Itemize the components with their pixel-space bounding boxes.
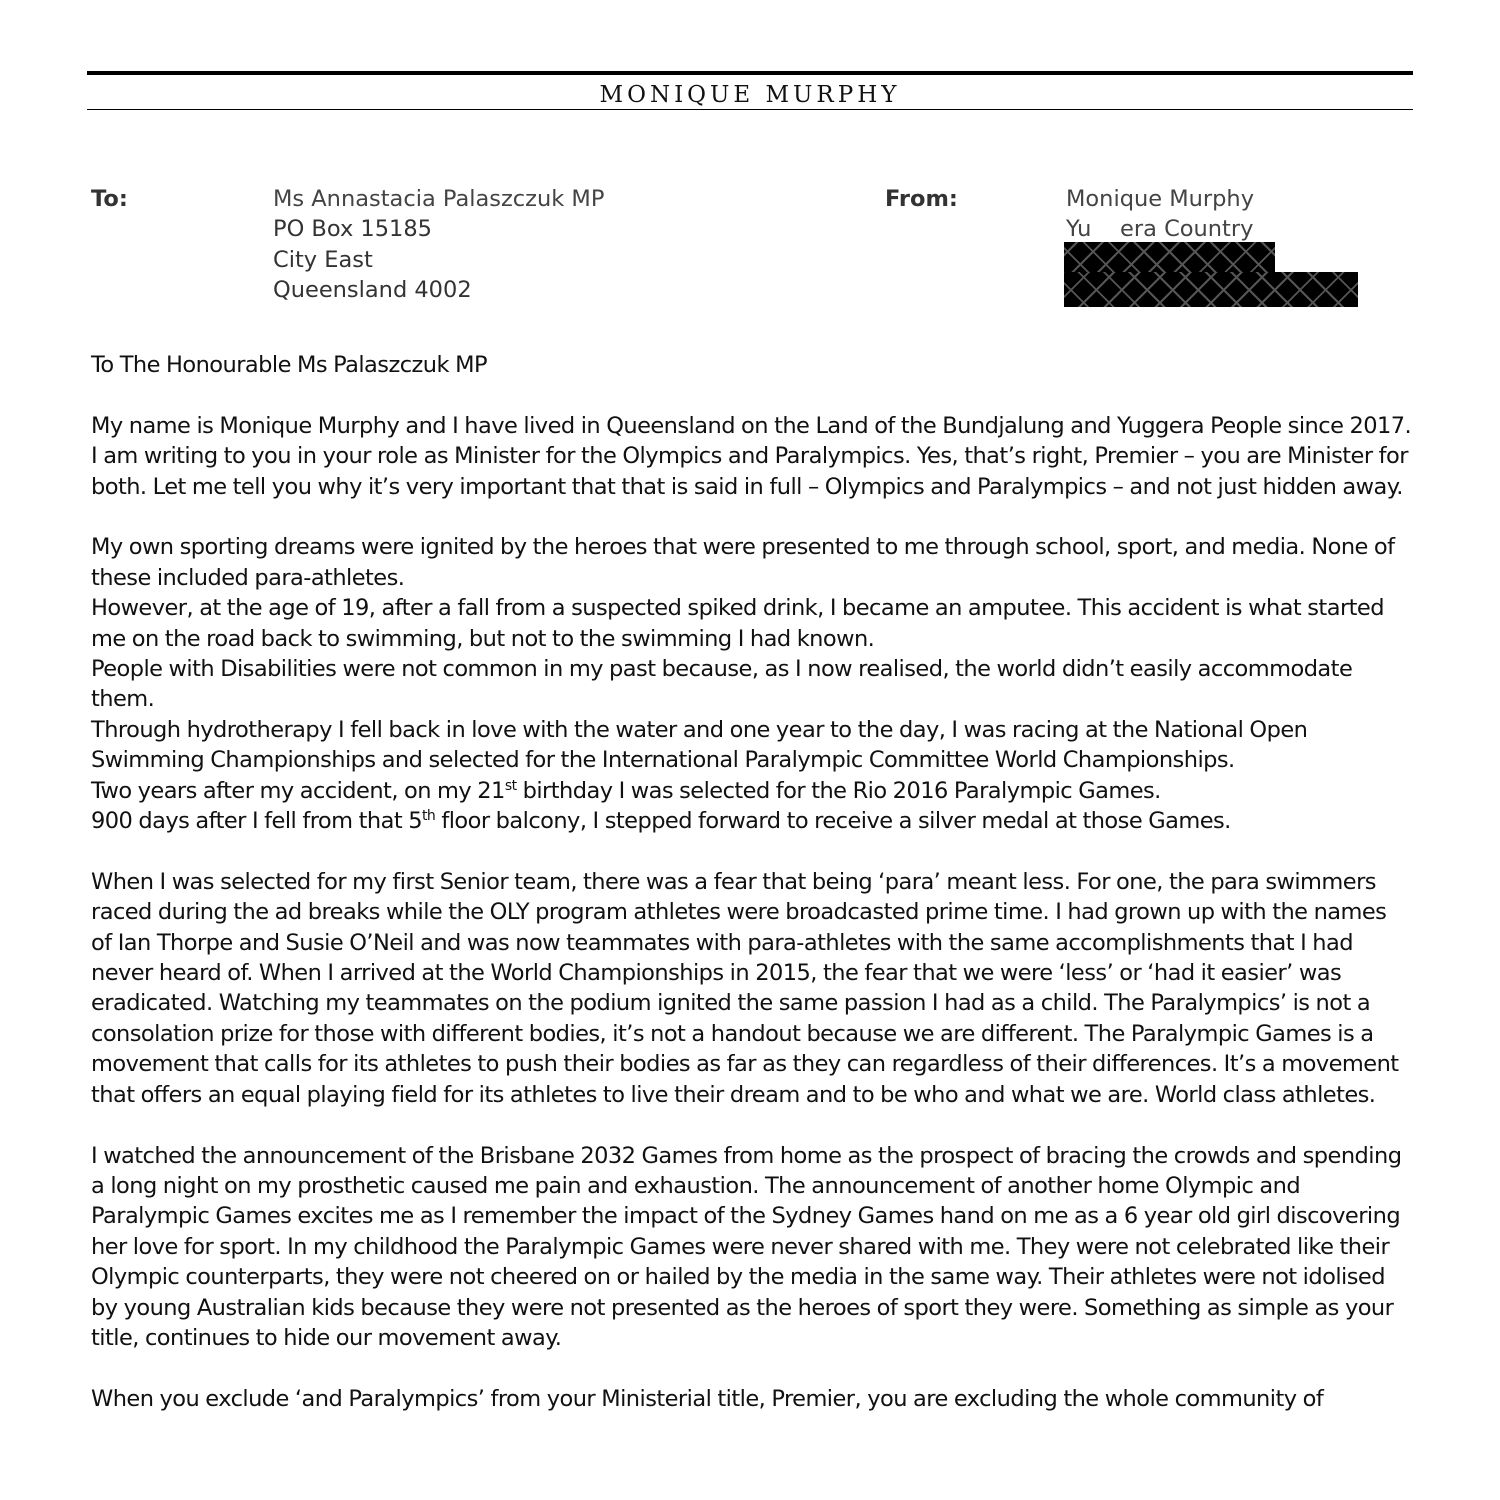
paragraph: My own sporting dreams were ignited by the heroes that were presented to me through school, sport, and media. None of these included para-athletes. [91, 534, 1395, 591]
recipient-state: Queensland 4002 [273, 276, 472, 303]
letterhead-bottom-rule [87, 109, 1413, 110]
recipient-name: Ms Annastacia Palaszczuk MP [273, 186, 605, 212]
letterhead-top-rule [87, 71, 1413, 75]
paragraph: Through hydrotherapy I fell back in love with the water and one year to the day, I was racing at the National Open Swimming Championships and selected for the International Paralympic Committee World Championships. [91, 716, 1308, 774]
paragraph: However, at the age of 19, after a fall from a suspected spiked drink, I became an amputee. This accident is what started me on the road back to swimming, but not to the swimming I had known. [91, 595, 1384, 652]
recipient-city: City East [273, 246, 373, 273]
paragraph [91, 776, 1413, 806]
recipient-po-box: PO Box 15185 [273, 216, 432, 243]
paragraph: My name is Monique Murphy and I have lived in Queensland on the Land of the Bundjalung and Yuggera People since 2017. [91, 412, 1412, 439]
redaction-block [1064, 272, 1358, 307]
letterhead-name: MONIQUE MURPHY [599, 82, 901, 108]
text: floor balcony, I stepped forward to receive a silver medal at those Games. [435, 808, 1231, 835]
from-label: From: [885, 186, 958, 212]
redaction-block [1064, 242, 1275, 272]
letter-body [91, 350, 1413, 1414]
paragraph: When I was selected for my first Senior team, there was a fear that being ‘para’ meant less. For one, the para swimmers raced during the ad breaks while the OLY program athletes were broadcasted prime time. I had grown up with the names of Ian Thorpe and Susie O’Neil and was now teammates with para-athletes with the same accomplishments that I had never heard of. When I arrived at the World Championships in 2015, the fear that we were ‘less’ or ‘had it easier’ was eradicated. Watching my teammates on the podium ignited the same passion I had as a child. The Paralympics’ is not a consolation prize for those with different bodies, it’s not a handout because we are different. The Paralympic Games is a movement that calls for its athletes to push their bodies as far as they can regardless of their differences. It’s a movement that offers an equal playing field for its athletes to live their dream and to be who and what we are. World class athletes. [91, 868, 1399, 1108]
paragraph [91, 806, 1413, 836]
ordinal-suffix: st [504, 777, 517, 794]
recipient-address [273, 184, 604, 305]
salutation: To The Honourable Ms Palaszczuk MP [91, 352, 487, 378]
paragraph: When you exclude ‘and Paralympics’ from your Ministerial title, Premier, you are excluding the whole community of [91, 1385, 1324, 1412]
text: Two years after my accident, on my 21 [91, 777, 505, 804]
text: birthday I was selected for the Rio 2016 Paralympic Games. [516, 777, 1161, 804]
sender-country: Yu era Country [1066, 216, 1254, 243]
sender-address [1066, 184, 1254, 245]
text: 900 days after I fell from that 5 [91, 808, 422, 835]
sender-name: Monique Murphy [1066, 186, 1255, 212]
to-label: To: [91, 186, 128, 212]
ordinal-suffix: th [421, 808, 436, 825]
paragraph: I watched the announcement of the Brisbane 2032 Games from home as the prospect of bracing the crowds and spending a long night on my prosthetic caused me pain and exhaustion. The announcement of another home Olympic and Paralympic Games excites me as I remember the impact of the Sydney Games hand on me as a 6 year old girl discovering her love for sport. In my childhood the Paralympic Games were never shared with me. They were not celebrated like their Olympic counterparts, they were not cheered on or hailed by the media in the same way. Their athletes were not idolised by young Australian kids because they were not presented as the heroes of sport they were. Something as simple as your title, continues to hide our movement away. [91, 1142, 1402, 1351]
paragraph: People with Disabilities were not common in my past because, as I now realised, the world didn’t easily accommodate them. [91, 656, 1353, 713]
paragraph: I am writing to you in your role as Minister for the Olympics and Paralympics. Yes, that’s right, Premier – you are Minister for both. Let me tell you why it’s very important that that is said in full – Olympics and Paralympics – and not just hidden away. [91, 443, 1408, 500]
